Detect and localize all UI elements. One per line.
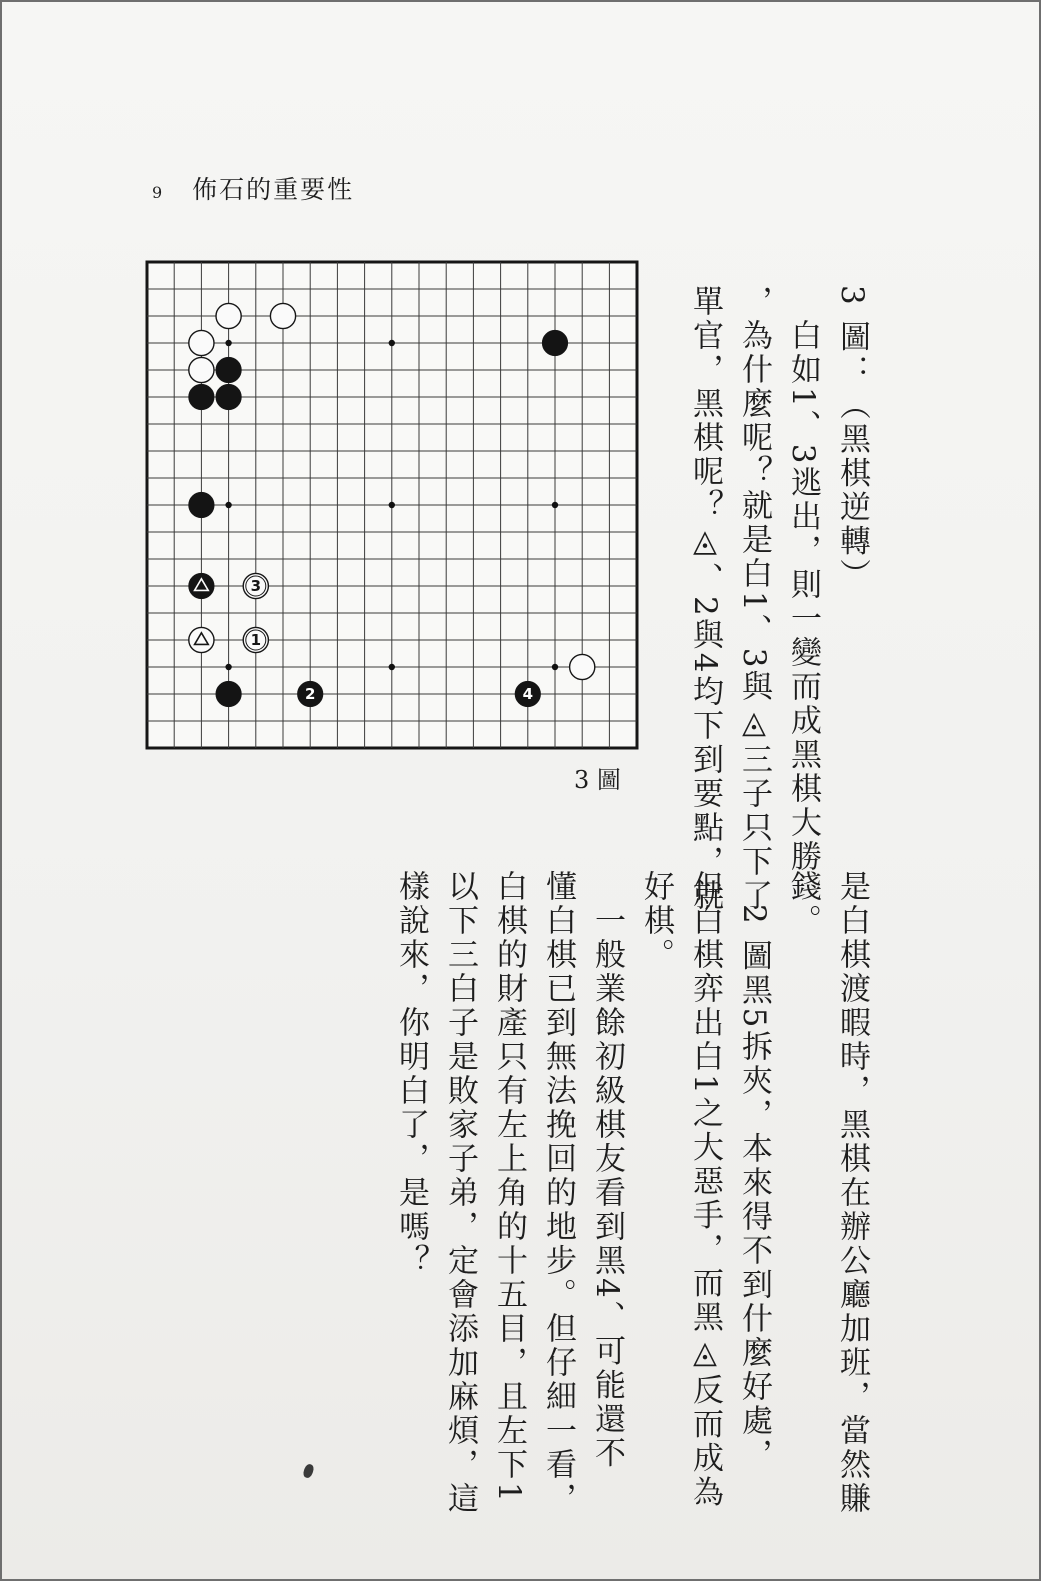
white-stone bbox=[270, 303, 295, 328]
white-stone bbox=[189, 330, 214, 355]
star-point bbox=[389, 664, 395, 670]
text-column: 樣說來，你明白了，是嗎？ bbox=[393, 870, 429, 1278]
text-column: 是白棋渡暇時，黑棋在辦公廳加班，當然賺 bbox=[834, 870, 870, 1516]
star-point bbox=[225, 502, 231, 508]
stone-body bbox=[216, 303, 241, 328]
text-column: 白如1、3逃出，則一變而成黑棋大勝 bbox=[785, 285, 821, 875]
black-stone bbox=[189, 384, 214, 409]
text-column: 白棋的財產只有左上角的十五目，且左下1 bbox=[491, 870, 527, 1505]
ink-mark bbox=[302, 1463, 315, 1479]
page-header bbox=[152, 170, 354, 206]
text-column: 好棋。 bbox=[638, 870, 674, 972]
stone-body bbox=[216, 384, 241, 409]
stone-body bbox=[189, 357, 214, 382]
white-stone bbox=[243, 573, 268, 598]
move-number: 1 bbox=[250, 631, 262, 650]
commentary-top bbox=[680, 285, 876, 914]
black-stone bbox=[189, 573, 214, 598]
stone-body bbox=[189, 573, 214, 598]
black-stone bbox=[515, 681, 540, 706]
text-column: 一般業餘初級棋友看到黑4、可能還不 bbox=[589, 870, 625, 1471]
stone-body bbox=[570, 654, 595, 679]
stone-body bbox=[270, 303, 295, 328]
black-stone bbox=[216, 681, 241, 706]
star-point bbox=[389, 340, 395, 346]
stone-body bbox=[189, 492, 214, 517]
stone-body bbox=[542, 330, 567, 355]
stone-body bbox=[216, 681, 241, 706]
text-column: ，為什麼呢？就是白1、3與◬三子只下了 bbox=[736, 285, 772, 914]
go-board-diagram bbox=[145, 260, 639, 750]
text-column: 錢。 bbox=[785, 870, 821, 938]
text-column: 以下三白子是敗家子弟，定會添加麻煩，這 bbox=[442, 870, 478, 1516]
move-number: 2 bbox=[304, 685, 316, 704]
star-point bbox=[225, 340, 231, 346]
star-point bbox=[552, 664, 558, 670]
chapter-title: 佈石的重要性 bbox=[192, 175, 355, 204]
text-column: 3 圖：（黑棋逆轉） bbox=[834, 285, 870, 593]
stone-body bbox=[189, 384, 214, 409]
move-number: 3 bbox=[250, 577, 262, 596]
black-stone bbox=[298, 681, 323, 706]
black-stone bbox=[542, 330, 567, 355]
stone-body bbox=[189, 330, 214, 355]
stone-body bbox=[189, 627, 214, 652]
black-stone bbox=[216, 357, 241, 382]
star-point bbox=[225, 664, 231, 670]
stone-body bbox=[216, 357, 241, 382]
commentary-bottom bbox=[386, 870, 876, 1516]
white-stone bbox=[570, 654, 595, 679]
text-column: 但白棋弈出白1之大惡手，而黑◬反而成為 bbox=[687, 870, 723, 1510]
text-column: 2 圖黑5拆夾，本來得不到什麼好處， bbox=[736, 870, 772, 1473]
white-stone bbox=[189, 627, 214, 652]
text-column: 單官，黑棋呢？◬、2與4均下到要點，就 bbox=[687, 285, 723, 914]
black-stone bbox=[216, 384, 241, 409]
page-number: 9 bbox=[152, 183, 165, 202]
white-stone bbox=[243, 627, 268, 652]
diagram-caption: 3 圖 bbox=[574, 766, 621, 794]
move-number: 4 bbox=[522, 685, 534, 704]
star-point bbox=[389, 502, 395, 508]
star-point bbox=[552, 502, 558, 508]
white-stone bbox=[216, 303, 241, 328]
white-stone bbox=[189, 357, 214, 382]
black-stone bbox=[189, 492, 214, 517]
text-column: 懂白棋已到無法挽回的地步。但仔細一看， bbox=[540, 870, 576, 1516]
